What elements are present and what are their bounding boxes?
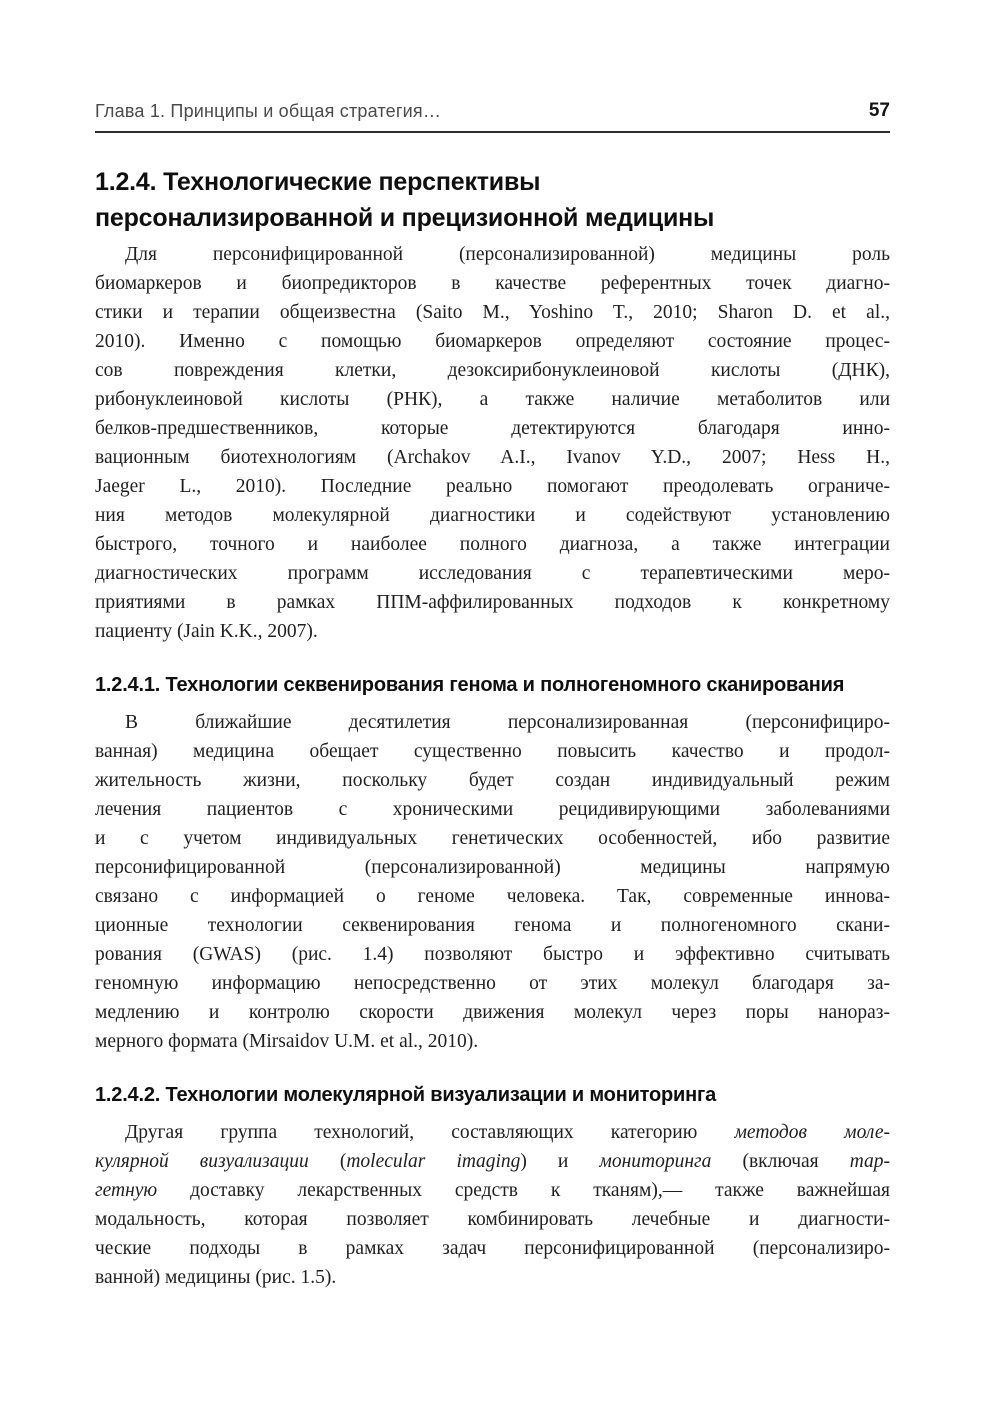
body-text: пациенту (Jain K.K., 2007). [95, 621, 318, 642]
text-line [95, 501, 890, 530]
body-text: (включая [711, 1151, 850, 1172]
body-text: ванной) медицины (рис. 1.5). [95, 1267, 337, 1288]
paragraph [95, 240, 890, 646]
body-text: персонифицированной (персонализированной) медицины напрямую [95, 857, 890, 878]
text-line [95, 559, 890, 588]
body-text: лечения пациентов с хроническими рецидивирующими заболеваниями [95, 799, 890, 820]
text-line [95, 1205, 890, 1234]
body-text: белков-предшественников, которые детектируются благодаря инно- [95, 418, 890, 439]
italic-text: тар- [849, 1151, 891, 1172]
text-line [95, 998, 890, 1027]
paragraph [95, 708, 890, 1056]
paragraph [95, 1118, 890, 1292]
body-text: доставку лекарственных средств к тканям),— также важнейшая [157, 1180, 890, 1201]
body-text: геномную информацию непосредственно от этих молекул благодаря за- [95, 973, 890, 994]
text-line [95, 853, 890, 882]
body-text: быстрого, точного и наиболее полного диагноза, а также интеграции [95, 534, 890, 555]
body-text: стики и терапии общеизвестна (Saito M., Yoshino T., 2010; Sharon D. et al., [95, 302, 890, 323]
text-line [95, 327, 890, 356]
body-text: ционные технологии секвенирования генома и полногеномного скани- [95, 915, 890, 936]
body-text: ческие подходы в рамках задач персонифицированной (персонализиро- [95, 1238, 890, 1259]
text-line [95, 1263, 890, 1292]
italic-text: методов моле- [734, 1122, 890, 1143]
text-line [95, 530, 890, 559]
body-text: медлению и контролю скорости движения молекул через поры нанораз- [95, 1002, 890, 1023]
text-line [95, 385, 890, 414]
text-line [95, 1234, 890, 1263]
italic-text: molecular imaging [346, 1151, 521, 1172]
text-line [95, 708, 890, 737]
text-line [95, 766, 890, 795]
text-line [95, 969, 890, 998]
text-line [95, 882, 890, 911]
body-text: Для персонифицированной (персонализированной) медицины роль [125, 244, 890, 265]
body-text: Другая группа технологий, составляющих категорию [125, 1122, 735, 1143]
subsection-heading: 1.2.4.1. Технологии секвенирования генома и полногеномного сканирования [95, 674, 845, 696]
body-text: ) и [520, 1151, 600, 1172]
section-heading-line-1: 1.2.4. Технологические перспективы [95, 168, 541, 196]
body-text: и с учетом индивидуальных генетических особенностей, ибо развитие [95, 828, 890, 849]
body-text: 2010). Именно с помощью биомаркеров определяют состояние процес- [95, 331, 890, 352]
body-text: рибонуклеиновой кислоты (РНК), а также наличие метаболитов или [95, 389, 890, 410]
body-text: рования (GWAS) (рис. 1.4) позволяют быстро и эффективно считывать [95, 944, 890, 965]
body-text: жительность жизни, поскольку будет создан индивидуальный режим [95, 770, 890, 791]
subsection-heading: 1.2.4.2. Технологии молекулярной визуализации и мониторинга [95, 1084, 717, 1106]
body-text: сов повреждения клетки, дезоксирибонуклеиновой кислоты (ДНК), [95, 360, 890, 381]
text-line [95, 1118, 890, 1147]
page-content [95, 100, 890, 1292]
text-line [95, 298, 890, 327]
text-line [95, 795, 890, 824]
body-text: ( [308, 1151, 347, 1172]
section-heading [95, 164, 890, 236]
text-line [95, 737, 890, 766]
italic-text: кулярной визуализации [95, 1151, 309, 1172]
text-line [95, 240, 890, 269]
body-text: биомаркеров и биопредикторов в качестве референтных точек диагно- [95, 273, 890, 294]
text-line [95, 940, 890, 969]
text-line [95, 1147, 890, 1176]
body-text: вационным биотехнологиям (Archakov A.I., Ivanov Y.D., 2007; Hess H., [95, 447, 890, 468]
body-text: Jaeger L., 2010). Последние реально помогают преодолевать ограниче- [95, 476, 890, 497]
body-text: мерного формата (Mirsaidov U.M. et al., 2010). [95, 1031, 479, 1052]
body-text: ванная) медицина обещает существенно повысить качество и продол- [95, 741, 890, 762]
running-header [95, 100, 890, 133]
italic-text: гетную [95, 1180, 158, 1201]
text-line [95, 911, 890, 940]
body-text: диагностических программ исследования с терапевтическими меро- [95, 563, 890, 584]
body-text: связано с информацией о геноме человека. Так, современные иннова- [95, 886, 890, 907]
body-text: В ближайшие десятилетия персонализированная (персонифициро- [125, 712, 890, 733]
chapter-title: Глава 1. Принципы и общая стратегия… [95, 101, 442, 121]
section-heading-line-2: персонализированной и прецизионной медицины [95, 204, 715, 232]
text-line [95, 414, 890, 443]
body-text: модальность, которая позволяет комбинировать лечебные и диагности- [95, 1209, 890, 1230]
text-line [95, 269, 890, 298]
content-sections [95, 240, 890, 1292]
body-text: ния методов молекулярной диагностики и содействуют установлению [95, 505, 890, 526]
text-line [95, 356, 890, 385]
text-line [95, 617, 890, 646]
text-line [95, 588, 890, 617]
text-line [95, 1176, 890, 1205]
page-number: 57 [868, 100, 890, 121]
text-line [95, 1027, 890, 1056]
text-line [95, 443, 890, 472]
text-line [95, 824, 890, 853]
italic-text: мониторинга [599, 1151, 712, 1172]
body-text: приятиями в рамках ППМ-аффилированных подходов к конкретному [95, 592, 890, 613]
text-line [95, 472, 890, 501]
